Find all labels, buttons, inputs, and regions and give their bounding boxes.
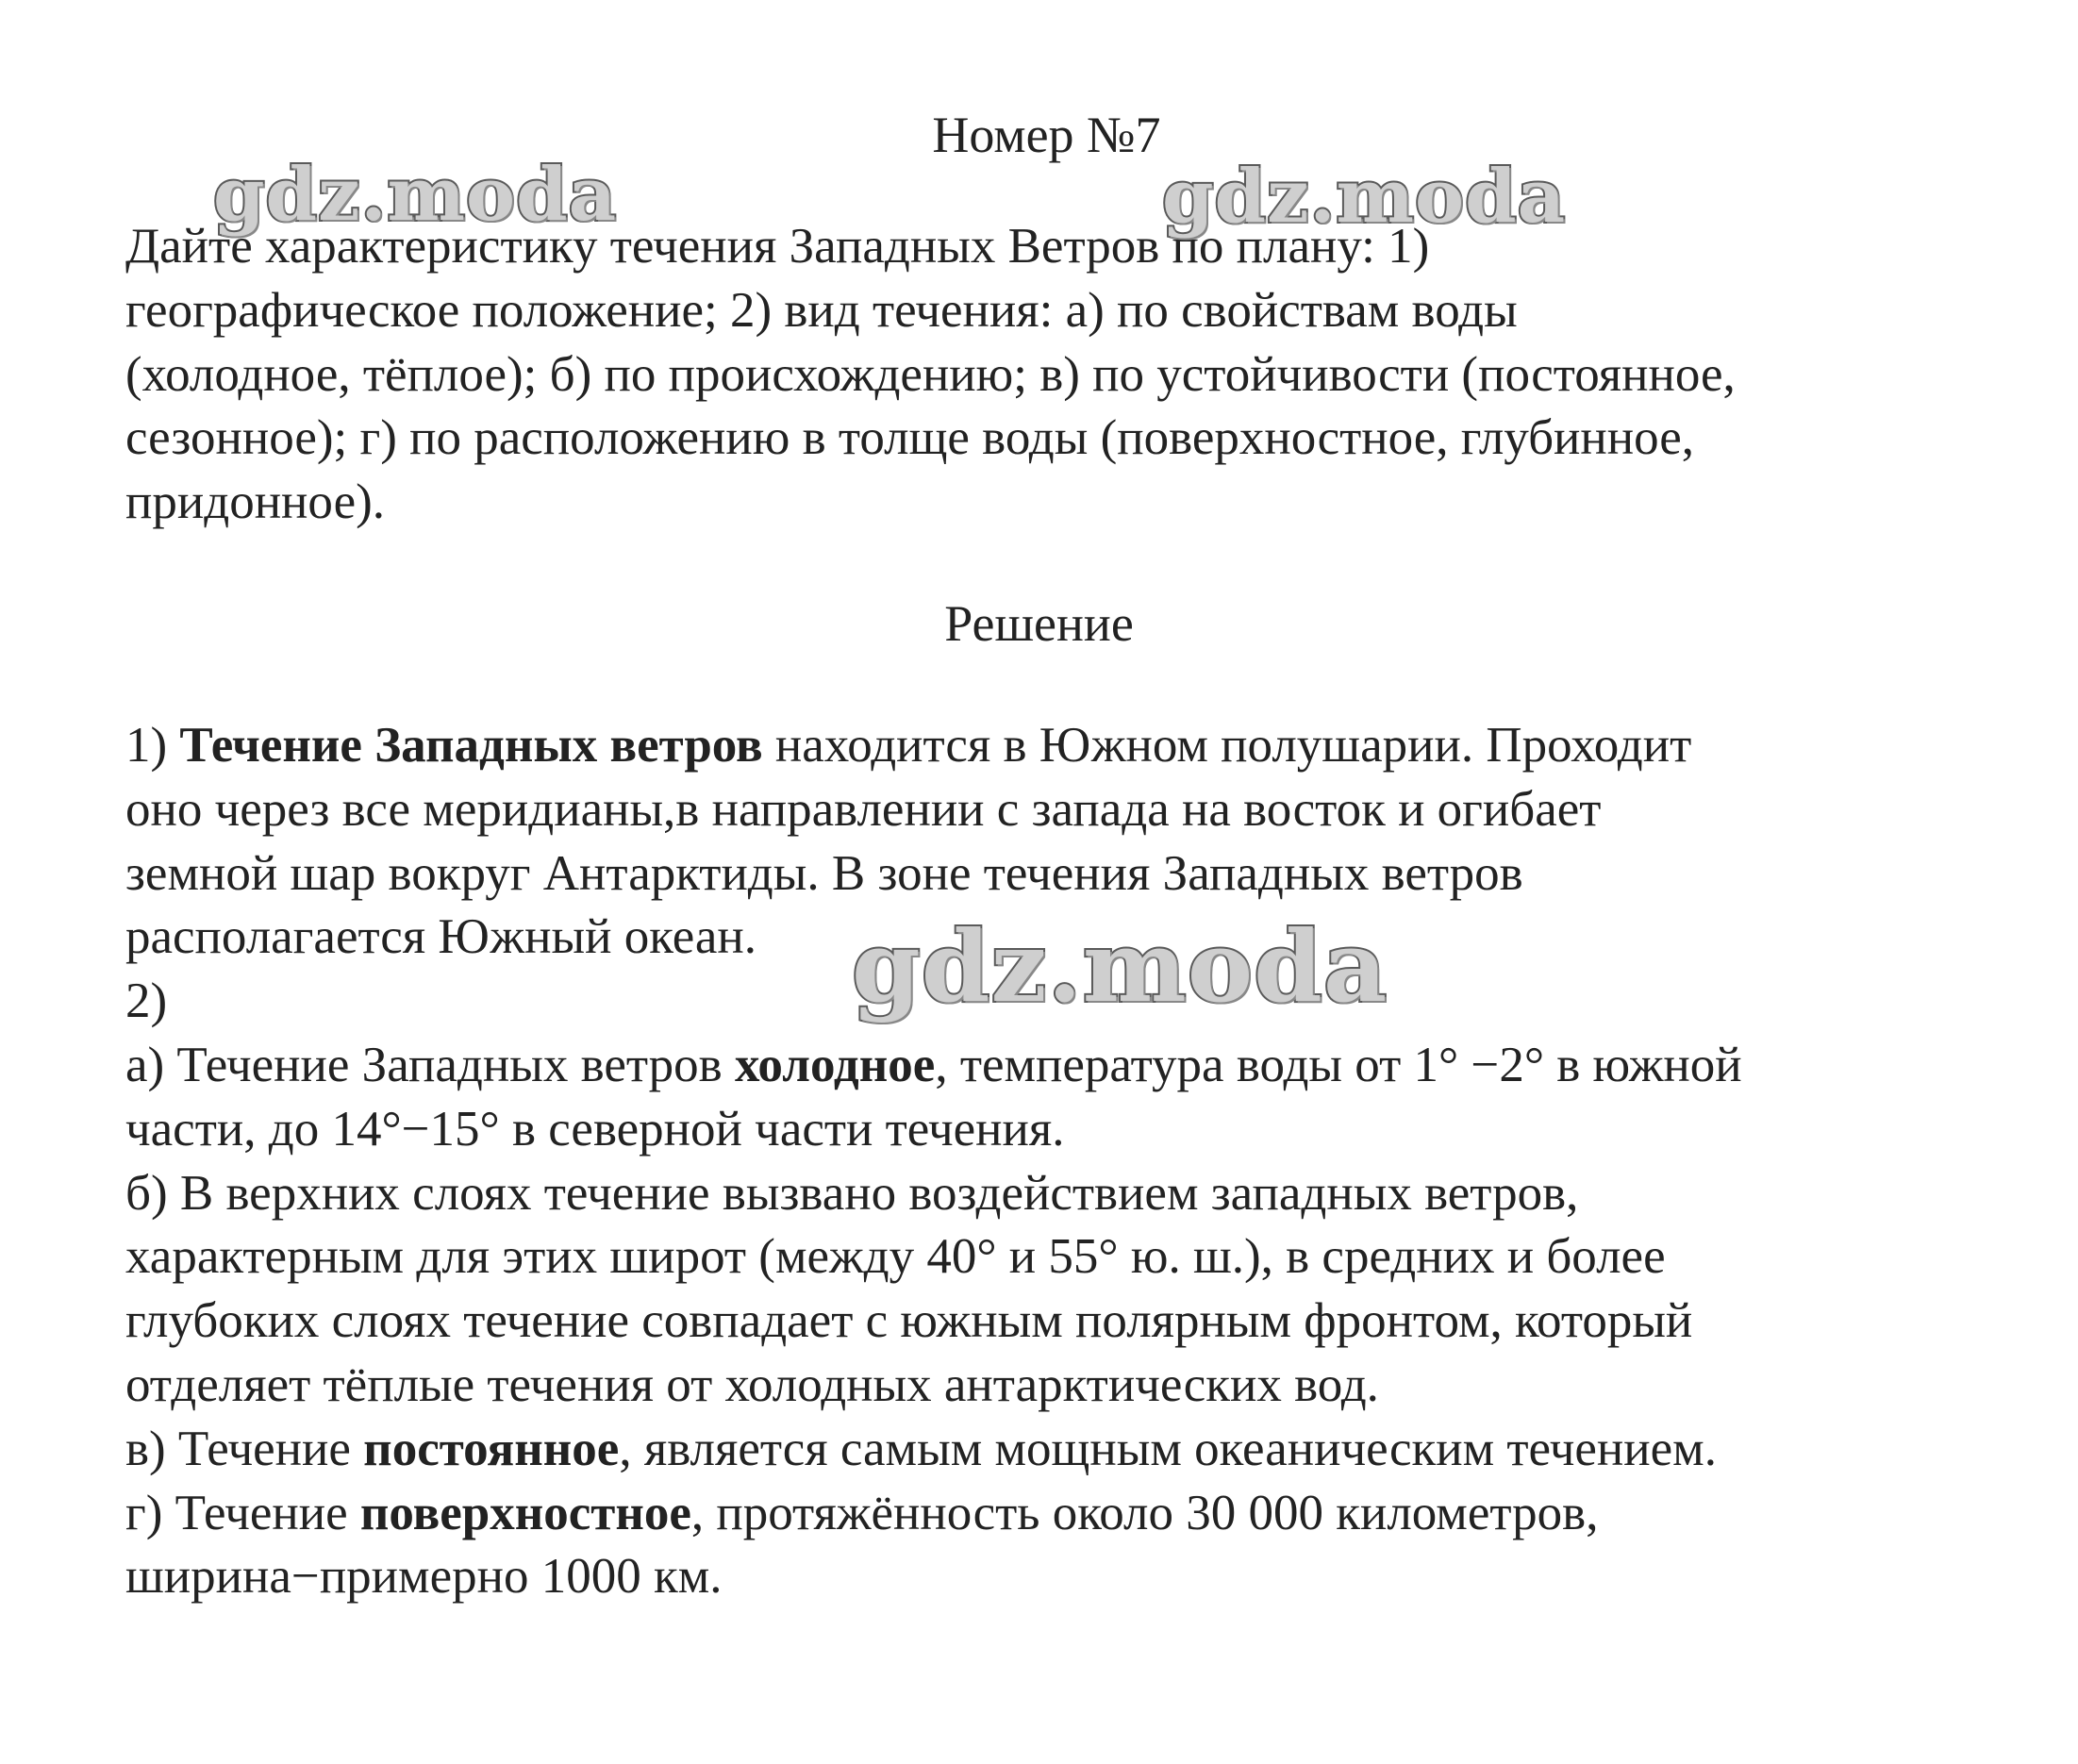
answer-line: отделяет тёплые течения от холодных антарктических вод. xyxy=(125,1356,1379,1412)
answer-emphasis: Течение Западных ветров xyxy=(179,718,763,773)
answer-line: глубоких слоях течение совпадает с южным полярным фронтом, который xyxy=(125,1293,1693,1349)
answer-line-g xyxy=(125,1482,2012,1546)
answer-text: , температура воды от 1° −2° в южной xyxy=(935,1037,1742,1092)
answer-line: земной шар вокруг Антарктиды. В зоне течения Западных ветров xyxy=(125,845,1523,901)
answer-text: , является самым мощным океаническим течением. xyxy=(619,1421,1717,1476)
answer-text: находится в Южном полушарии. Проходит xyxy=(762,718,1692,773)
watermark-logo: gdz.moda xyxy=(213,152,618,238)
answer-line-a xyxy=(125,1034,2012,1098)
task-line: сезонное); г) по расположению в толще воды (поверхностное, глубинное, xyxy=(125,410,1695,466)
watermark-logo: gdz.moda xyxy=(852,908,1388,1024)
answer-line-v xyxy=(125,1418,2012,1482)
answer-line: ширина−примерно 1000 км. xyxy=(125,1549,723,1605)
answer-prefix: 1) xyxy=(125,718,180,773)
solution-heading: Решение xyxy=(944,595,1134,652)
answer-line: части, до 14°−15° в северной части течения. xyxy=(125,1101,1065,1157)
page-title: Номер №7 xyxy=(932,107,1161,163)
answer-prefix: в) Течение xyxy=(125,1421,364,1476)
answer-line: характерным для этих широт (между 40° и 55° ю. ш.), в средних и более xyxy=(125,1229,1666,1285)
answer-emphasis: постоянное xyxy=(363,1421,620,1476)
answer-line: располагается Южный океан. xyxy=(125,909,756,965)
answer-emphasis: холодное xyxy=(734,1037,936,1092)
answer-prefix: а) Течение Западных ветров xyxy=(125,1037,735,1092)
task-line: (холодное, тёплое); б) по происхождению; в) по устойчивости (постоянное, xyxy=(125,346,1736,402)
task-line: Дайте характеристику течения Западных Ветров по плану: 1) xyxy=(125,219,1430,274)
watermark-logo: gdz.moda xyxy=(1162,154,1567,240)
answer-text: , протяжённость около 30 000 километров, xyxy=(690,1485,1599,1540)
answer-line-1 xyxy=(125,714,2012,778)
answer-label-2: 2) xyxy=(125,974,168,1029)
task-statement xyxy=(125,215,2012,535)
task-line: географическое положение; 2) вид течения: а) по свойствам воды xyxy=(125,282,1518,338)
answer-prefix: г) Течение xyxy=(125,1485,360,1540)
answer-emphasis: поверхностное xyxy=(359,1485,691,1540)
task-line: придонное). xyxy=(125,474,385,530)
answer-line: оно через все меридианы,в направлении с запада на восток и огибает xyxy=(125,781,1602,837)
answer-line-b: б) В верхних слоях течение вызвано воздействием западных ветров, xyxy=(125,1165,1579,1221)
solution-text xyxy=(125,714,2012,1609)
